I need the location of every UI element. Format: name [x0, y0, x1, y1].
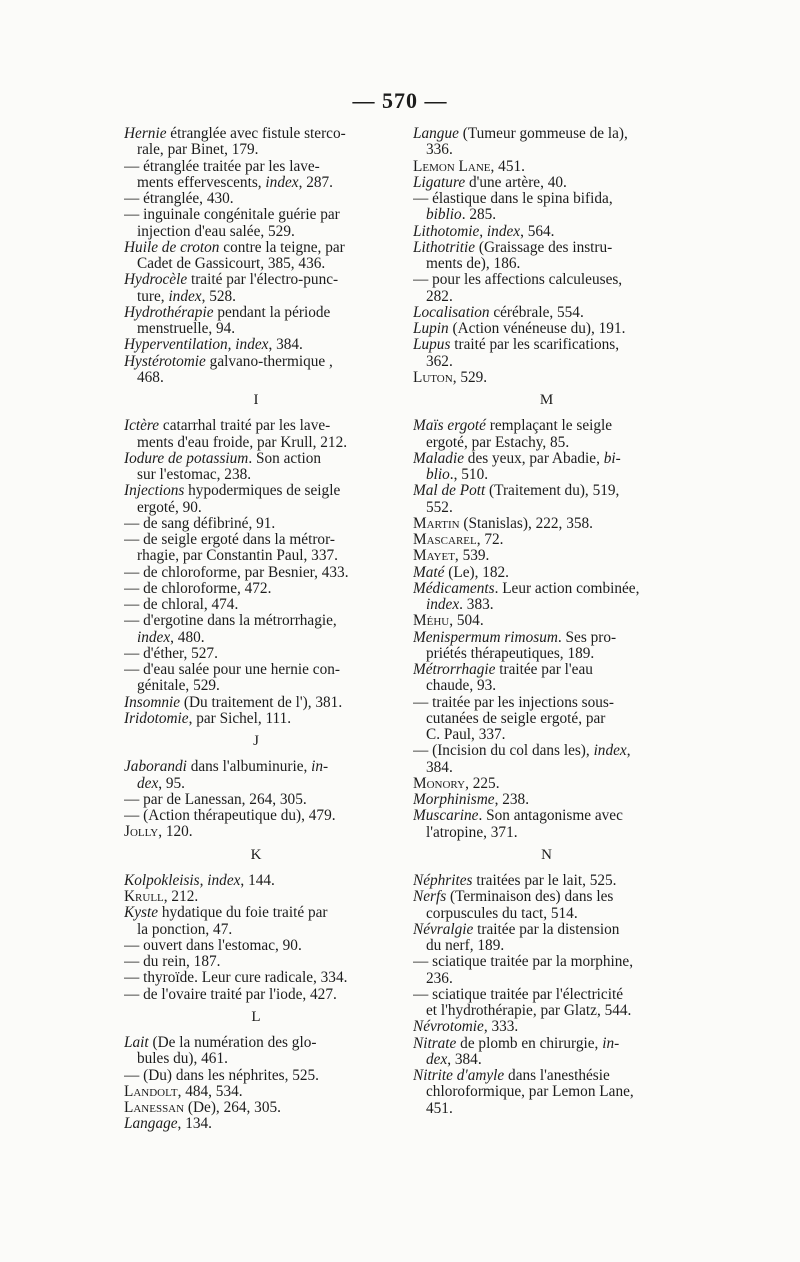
- index-entry-line: Hystérotomie galvano-thermique ,: [124, 353, 333, 370]
- index-entry-line: — sciatique traitée par la morphine,: [413, 954, 634, 971]
- index-entry-line: Névrotomie, 333.: [413, 1019, 519, 1036]
- section-letter: N: [541, 846, 552, 863]
- index-entry-line: Huile de croton contre la teigne, par: [124, 239, 345, 256]
- index-entry-line: Nerfs (Terminaison des) dans les: [413, 889, 614, 906]
- index-entry-line: bules du), 461.: [137, 1051, 228, 1068]
- index-entry-line: Martin (Stanislas), 222, 358.: [413, 515, 593, 532]
- index-entry-line: ments effervescents, index, 287.: [137, 174, 333, 191]
- index-entry-line: Cadet de Gassicourt, 385, 436.: [137, 256, 326, 272]
- index-entry-line: priétés thérapeutiques, 189.: [426, 645, 595, 662]
- index-entry-line: — du rein, 187.: [124, 954, 221, 970]
- index-entry-line: — (Incision du col dans les), index,: [413, 743, 631, 760]
- section-letter: I: [253, 392, 259, 408]
- index-entry-line: 468.: [137, 369, 164, 386]
- index-entry-line: 451.: [426, 1100, 453, 1117]
- index-entry-line: ture, index, 528.: [137, 288, 236, 305]
- index-entry-line: Mal de Pott (Traitement du), 519,: [413, 483, 620, 500]
- index-entry-line: Menispermum rimosum. Ses pro-: [413, 629, 617, 646]
- index-entry-line: dex, 384.: [426, 1051, 482, 1068]
- index-entry-line: Langage, 134.: [124, 1116, 212, 1133]
- index-entry-line: Médicaments. Leur action combinée,: [413, 580, 640, 597]
- index-entry-line: du nerf, 189.: [426, 938, 505, 954]
- index-entry-line: — (Action thérapeutique du), 479.: [124, 808, 336, 824]
- index-entry-line: la ponction, 47.: [137, 921, 233, 938]
- index-entry-line: — de chloroforme, 472.: [124, 580, 272, 597]
- index-entry-line: ments d'eau froide, par Krull, 212.: [137, 434, 348, 451]
- index-entry-line: index. 383.: [426, 597, 494, 613]
- index-entry-line: Langue (Tumeur gommeuse de la),: [413, 126, 628, 142]
- index-column-right: [413, 126, 680, 1117]
- index-entry-line: Maïs ergoté remplaçant le seigle: [413, 418, 613, 435]
- index-entry-line: — de chloral, 474.: [124, 597, 239, 613]
- index-entry-line: — étranglée, 430.: [124, 191, 234, 207]
- section-letter: L: [251, 1008, 261, 1025]
- index-entry-line: Maté (Le), 182.: [413, 564, 510, 581]
- index-entry-line: Hydrocèle traité par l'électro-punc-: [124, 272, 339, 289]
- index-entry-line: Localisation cérébrale, 554.: [413, 304, 584, 321]
- index-entry-line: 362.: [426, 353, 453, 370]
- index-entry-line: — traitée par les injections sous-: [413, 694, 614, 711]
- index-entry-line: — par de Lanessan, 264, 305.: [124, 791, 307, 808]
- index-entry-line: ergoté, par Estachy, 85.: [426, 434, 570, 451]
- index-entry-line: 236.: [426, 970, 453, 987]
- index-entry-line: — sciatique traitée par l'électricité: [413, 986, 624, 1003]
- index-entry-line: Lithotritie (Graissage des instru-: [413, 239, 613, 256]
- index-entry-line: rale, par Binet, 179.: [137, 142, 259, 159]
- index-entry-line: Maladie des yeux, par Abadie, bi-: [413, 450, 621, 467]
- index-entry-line: — pour les affections calculeuses,: [413, 272, 623, 289]
- index-entry-line: 552.: [426, 499, 453, 516]
- index-entry-line: 384.: [426, 759, 453, 776]
- index-entry-line: index, 480.: [137, 629, 205, 646]
- index-entry-line: 282.: [426, 288, 453, 305]
- index-entry-line: Névralgie traitée par la distension: [413, 921, 620, 938]
- index-entry-line: chloroformique, par Lemon Lane,: [426, 1084, 634, 1101]
- index-entry-line: Mayet, 539.: [413, 548, 490, 565]
- index-entry-line: rhagie, par Constantin Paul, 337.: [137, 548, 338, 565]
- index-entry-line: blio., 510.: [426, 467, 489, 483]
- index-entry-line: Insomnie (Du traitement de l'), 381.: [124, 694, 343, 711]
- index-entry-line: — de seigle ergoté dans la métror-: [124, 532, 335, 548]
- index-entry-line: — de sang défibriné, 91.: [124, 515, 276, 532]
- index-entry-line: Kolpokleisis, index, 144.: [124, 872, 275, 889]
- index-entry-line: — inguinale congénitale guérie par: [124, 207, 340, 224]
- index-entry-line: Luton, 529.: [413, 369, 488, 386]
- index-entry-line: Nitrate de plomb en chirurgie, in-: [413, 1035, 620, 1052]
- index-entry-line: Néphrites traitées par le lait, 525.: [413, 873, 617, 889]
- index-entry-line: menstruelle, 94.: [137, 321, 236, 337]
- index-entry-line: Ligature d'une artère, 40.: [413, 174, 567, 191]
- index-entry-line: dex, 95.: [137, 775, 186, 792]
- index-column-left: [124, 126, 388, 1133]
- index-entry-line: Lanessan (De), 264, 305.: [124, 1100, 281, 1116]
- index-entry-line: Morphinisme, 238.: [413, 792, 530, 808]
- index-entry-line: Hernie étranglée avec fistule sterco-: [124, 126, 346, 142]
- section-letter: J: [253, 733, 259, 749]
- index-entry-line: — de l'ovaire traité par l'iode, 427.: [124, 986, 337, 1003]
- index-entry-line: cutanées de seigle ergoté, par: [426, 710, 606, 727]
- index-entry-line: Lupus traité par les scarifications,: [413, 337, 620, 354]
- index-entry-line: C. Paul, 337.: [426, 727, 506, 743]
- index-entry-line: Muscarine. Son antagonisme avec: [413, 808, 623, 825]
- index-entry-line: Iridotomie, par Sichel, 111.: [124, 710, 292, 727]
- index-entry-line: ments de), 186.: [426, 256, 521, 272]
- index-entry-line: Iodure de potassium. Son action: [124, 450, 322, 467]
- section-letter: K: [250, 846, 262, 863]
- index-entry-line: Landolt, 484, 534.: [124, 1083, 243, 1100]
- index-entry-line: corpuscules du tact, 514.: [426, 905, 578, 922]
- index-entry-line: Méhu, 504.: [413, 613, 484, 630]
- index-entry-line: Lithotomie, index, 564.: [413, 223, 555, 240]
- index-entry-line: — étranglée traitée par les lave-: [124, 158, 320, 175]
- index-entry-line: 336.: [426, 142, 453, 159]
- index-entry-line: sur l'estomac, 238.: [137, 467, 252, 483]
- index-entry-line: Monory, 225.: [413, 775, 500, 792]
- index-entry-line: Jaborandi dans l'albuminurie, in-: [124, 759, 329, 776]
- index-entry-line: Lemon Lane, 451.: [413, 158, 525, 175]
- index-entry-line: biblio. 285.: [426, 207, 497, 224]
- section-letter: M: [539, 392, 554, 408]
- index-entry-line: Lupin (Action vénéneuse du), 191.: [413, 321, 626, 337]
- index-entry-line: l'atropine, 371.: [426, 824, 518, 841]
- index-entry-line: chaude, 93.: [426, 678, 497, 695]
- index-entry-line: — d'eau salée pour une hernie con-: [124, 662, 340, 678]
- index-entry-line: — élastique dans le spina bifida,: [413, 191, 613, 207]
- index-entry-line: — de chloroforme, par Besnier, 433.: [124, 564, 349, 581]
- index-entry-line: Hyperventilation, index, 384.: [124, 337, 303, 354]
- index-entry-line: — (Du) dans les néphrites, 525.: [124, 1067, 319, 1084]
- index-entry-line: Injections hypodermiques de seigle: [124, 483, 341, 500]
- index-entry-line: Hydrothérapie pendant la période: [124, 304, 331, 321]
- index-entry-line: Jolly, 120.: [124, 824, 193, 841]
- page-number: — 570 —: [352, 88, 448, 113]
- index-entry-line: et l'hydrothérapie, par Glatz, 544.: [426, 1003, 632, 1019]
- index-entry-line: Kyste hydatique du foie traité par: [124, 905, 328, 922]
- index-entry-line: Lait (De la numération des glo-: [124, 1035, 317, 1051]
- index-entry-line: génitale, 529.: [137, 678, 220, 695]
- index-entry-line: Mascarel, 72.: [413, 532, 504, 548]
- index-entry-line: — thyroïde. Leur cure radicale, 334.: [124, 970, 348, 987]
- index-entry-line: — ouvert dans l'estomac, 90.: [124, 937, 302, 954]
- index-entry-line: Krull, 212.: [124, 889, 199, 905]
- index-entry-line: Métrorrhagie traitée par l'eau: [413, 662, 593, 678]
- index-entry-line: ergoté, 90.: [137, 499, 202, 516]
- index-entry-line: Nitrite d'amyle dans l'anesthésie: [413, 1068, 610, 1084]
- index-entry-line: — d'ergotine dans la métrorrhagie,: [124, 613, 337, 630]
- index-entry-line: injection d'eau salée, 529.: [137, 223, 295, 240]
- index-entry-line: Ictère catarrhal traité par les lave-: [124, 418, 331, 435]
- index-entry-line: — d'éther, 527.: [124, 645, 218, 662]
